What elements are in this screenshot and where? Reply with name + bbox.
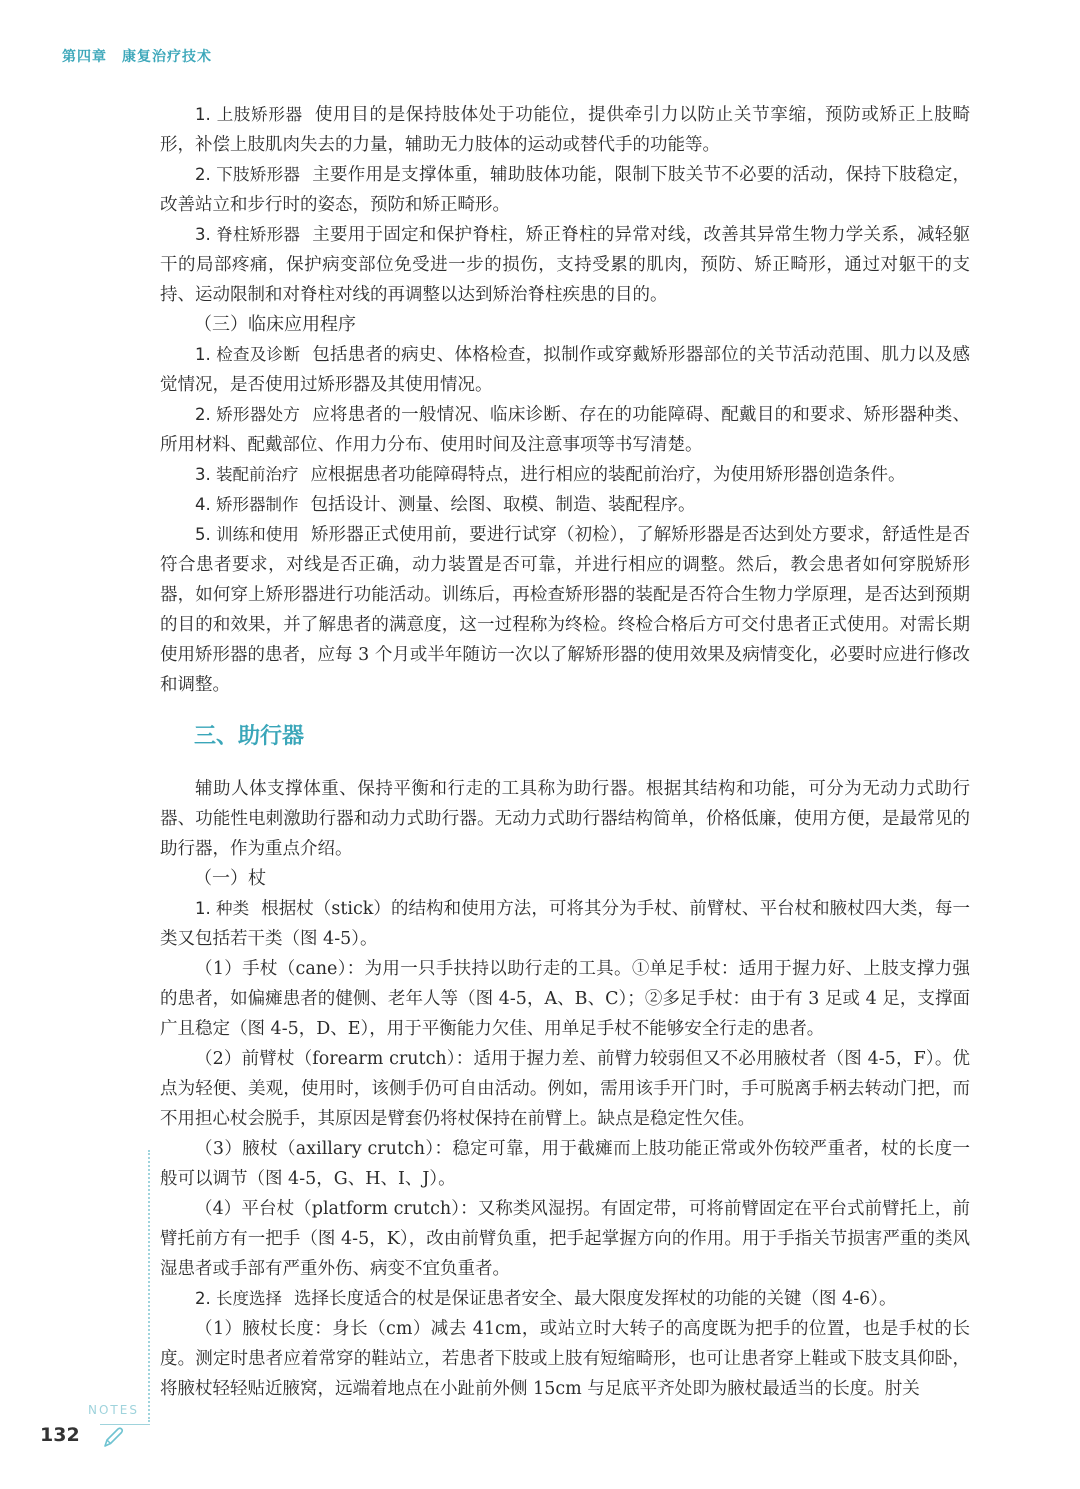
paragraph-label: 2. 长度选择	[195, 1289, 282, 1308]
paragraph-length-selection	[160, 1284, 970, 1314]
paragraph-exam-diagnosis	[160, 340, 970, 400]
notes-label: NOTES	[88, 1403, 139, 1417]
chapter-header: 第四章 康复治疗技术	[62, 49, 212, 65]
paragraph-label: 2. 下肢矫形器	[195, 165, 301, 184]
paragraph-training-use	[160, 520, 970, 700]
paragraph-label: 5. 训练和使用	[195, 525, 299, 544]
paragraph-lower-limb-orthosis	[160, 160, 970, 220]
paragraph-fabrication	[160, 490, 970, 520]
paragraph-text: 包括患者的病史、体格检查，拟制作或穿戴矫形器部位的关节活动范围、肌力以及感觉情况，是否使用过矫形器及其使用情况。	[160, 345, 970, 395]
section-heading-walking-aids: 三、助行器	[194, 724, 305, 749]
paragraph-label: 3. 脊柱矫形器	[195, 225, 301, 244]
notes-margin-divider	[148, 1150, 150, 1422]
paragraph-cane-types	[160, 894, 970, 954]
paragraph-label: 1. 种类	[195, 899, 250, 918]
paragraph-hand-cane: （1）手杖（cane）：为用一只手扶持以助行走的工具。①单足手杖：适用于握力好、上肢支撑力强的患者，如偏瘫患者的健侧、老年人等（图 4-5，A、B、C）；②多足手杖：由于有 3 足或 4 足，支撑面广且稳定（图 4-5，D、E），用于平衡能力欠佳、用单足手杖不能够安全行走的患者。	[160, 959, 970, 1039]
paragraph-text: 使用目的是保持肢体处于功能位，提供牵引力以防止关节挛缩，预防或矫正上肢畸形，补偿上肢肌肉失去的力量，辅助无力肢体的运动或替代手的功能等。	[160, 105, 970, 155]
paragraph-platform-crutch: （4）平台杖（platform crutch）：又称类风湿拐。有固定带，可将前臂固定在平台式前臂托上，前臂托前方有一把手（图 4-5，K），改由前臂负重，把手起掌握方向的作用。用于手指关节损害严重的类风湿患者或手部有严重外伤、病变不宜负重者。	[160, 1199, 970, 1279]
paragraph-walking-aids-intro: 辅助人体支撑体重、保持平衡和行走的工具称为助行器。根据其结构和功能，可分为无动力式助行器、功能性电刺激助行器和动力式助行器。无动力式助行器结构简单，价格低廉，使用方便，是最常见的助行器，作为重点介绍。	[160, 779, 970, 859]
paragraph-text: 包括设计、测量、绘图、取模、制造、装配程序。	[310, 495, 696, 515]
subheading-clinical-procedure: （三）临床应用程序	[194, 314, 356, 335]
paragraph-label: 4. 矫形器制作	[195, 495, 299, 514]
page-number: 132	[40, 1424, 80, 1446]
paragraph-prescription	[160, 400, 970, 460]
paragraph-axillary-length: （1）腋杖长度：身长（cm）减去 41cm，或站立时大转子的高度既为把手的位置，也是手杖的长度。测定时患者应着常穿的鞋站立，若患者下肢或上肢有短缩畸形，也可让患者穿上鞋或下肢支具仰卧，将腋杖轻轻贴近腋窝，远端着地点在小趾前外侧 15cm 与足底平齐处即为腋杖最适当的长度。肘关	[160, 1319, 970, 1399]
paragraph-forearm-crutch: （2）前臂杖（forearm crutch）：适用于握力差、前臂力较弱但又不必用腋杖者（图 4-5，F）。优点为轻便、美观，使用时，该侧手仍可自由活动。例如，需用该手开门时，手可脱离手柄去转动门把，而不用担心杖会脱手，其原因是臂套仍将杖保持在前臂上。缺点是稳定性欠佳。	[160, 1049, 970, 1129]
paragraph-label: 1. 上肢矫形器	[195, 105, 303, 124]
paragraph-label: 3. 装配前治疗	[195, 465, 299, 484]
subheading-cane: （一）杖	[194, 868, 266, 889]
paragraph-pre-fitting-therapy	[160, 460, 970, 490]
pencil-icon	[100, 1425, 126, 1451]
paragraph-text: 矫形器正式使用前，要进行试穿（初检），了解矫形器是否达到处方要求，舒适性是否符合患者要求，对线是否正确，动力装置是否可靠，并进行相应的调整。然后，教会患者如何穿脱矫形器，如何穿上矫形器进行功能活动。训练后，再检查矫形器的装配是否符合生物力学原理，是否达到预期的目的和效果，并了解患者的满意度，这一过程称为终检。终检合格后方可交付患者正式使用。对需长期使用矫形器的患者，应每 3 个月或半年随访一次以了解矫形器的使用效果及病情变化，必要时应进行修改和调整。	[160, 525, 970, 695]
paragraph-text: 应根据患者功能障碍特点，进行相应的装配前治疗，为使用矫形器创造条件。	[310, 465, 906, 485]
paragraph-text: 主要用于固定和保护脊柱，矫正脊柱的异常对线，改善其异常生物力学关系，减轻躯干的局部疼痛，保护病变部位免受进一步的损伤，支持受累的肌肉，预防、矫正畸形，通过对躯干的支持、运动限制和对脊柱对线的再调整以达到矫治脊柱疾患的目的。	[160, 225, 970, 305]
paragraph-label: 1. 检查及诊断	[195, 345, 301, 364]
paragraph-text: 应将患者的一般情况、临床诊断、存在的功能障碍、配戴目的和要求、矫形器种类、所用材料、配戴部位、作用力分布、使用时间及注意事项等书写清楚。	[160, 405, 970, 455]
paragraph-label: 2. 矫形器处方	[195, 405, 301, 424]
paragraph-text: 选择长度适合的杖是保证患者安全、最大限度发挥杖的功能的关键（图 4-6）。	[294, 1289, 897, 1309]
paragraph-spinal-orthosis	[160, 220, 970, 310]
page-content	[160, 100, 970, 1404]
paragraph-axillary-crutch: （3）腋杖（axillary crutch）：稳定可靠，用于截瘫而上肢功能正常或外伤较严重者，杖的长度一般可以调节（图 4-5，G、H、I、J）。	[160, 1139, 970, 1189]
paragraph-upper-limb-orthosis	[160, 100, 970, 160]
paragraph-text: 主要作用是支撑体重，辅助肢体功能，限制下肢关节不必要的活动，保持下肢稳定，改善站立和步行时的姿态，预防和矫正畸形。	[160, 165, 970, 215]
paragraph-text: 根据杖（stick）的结构和使用方法，可将其分为手杖、前臂杖、平台杖和腋杖四大类，每一类又包括若干类（图 4-5）。	[160, 899, 970, 949]
